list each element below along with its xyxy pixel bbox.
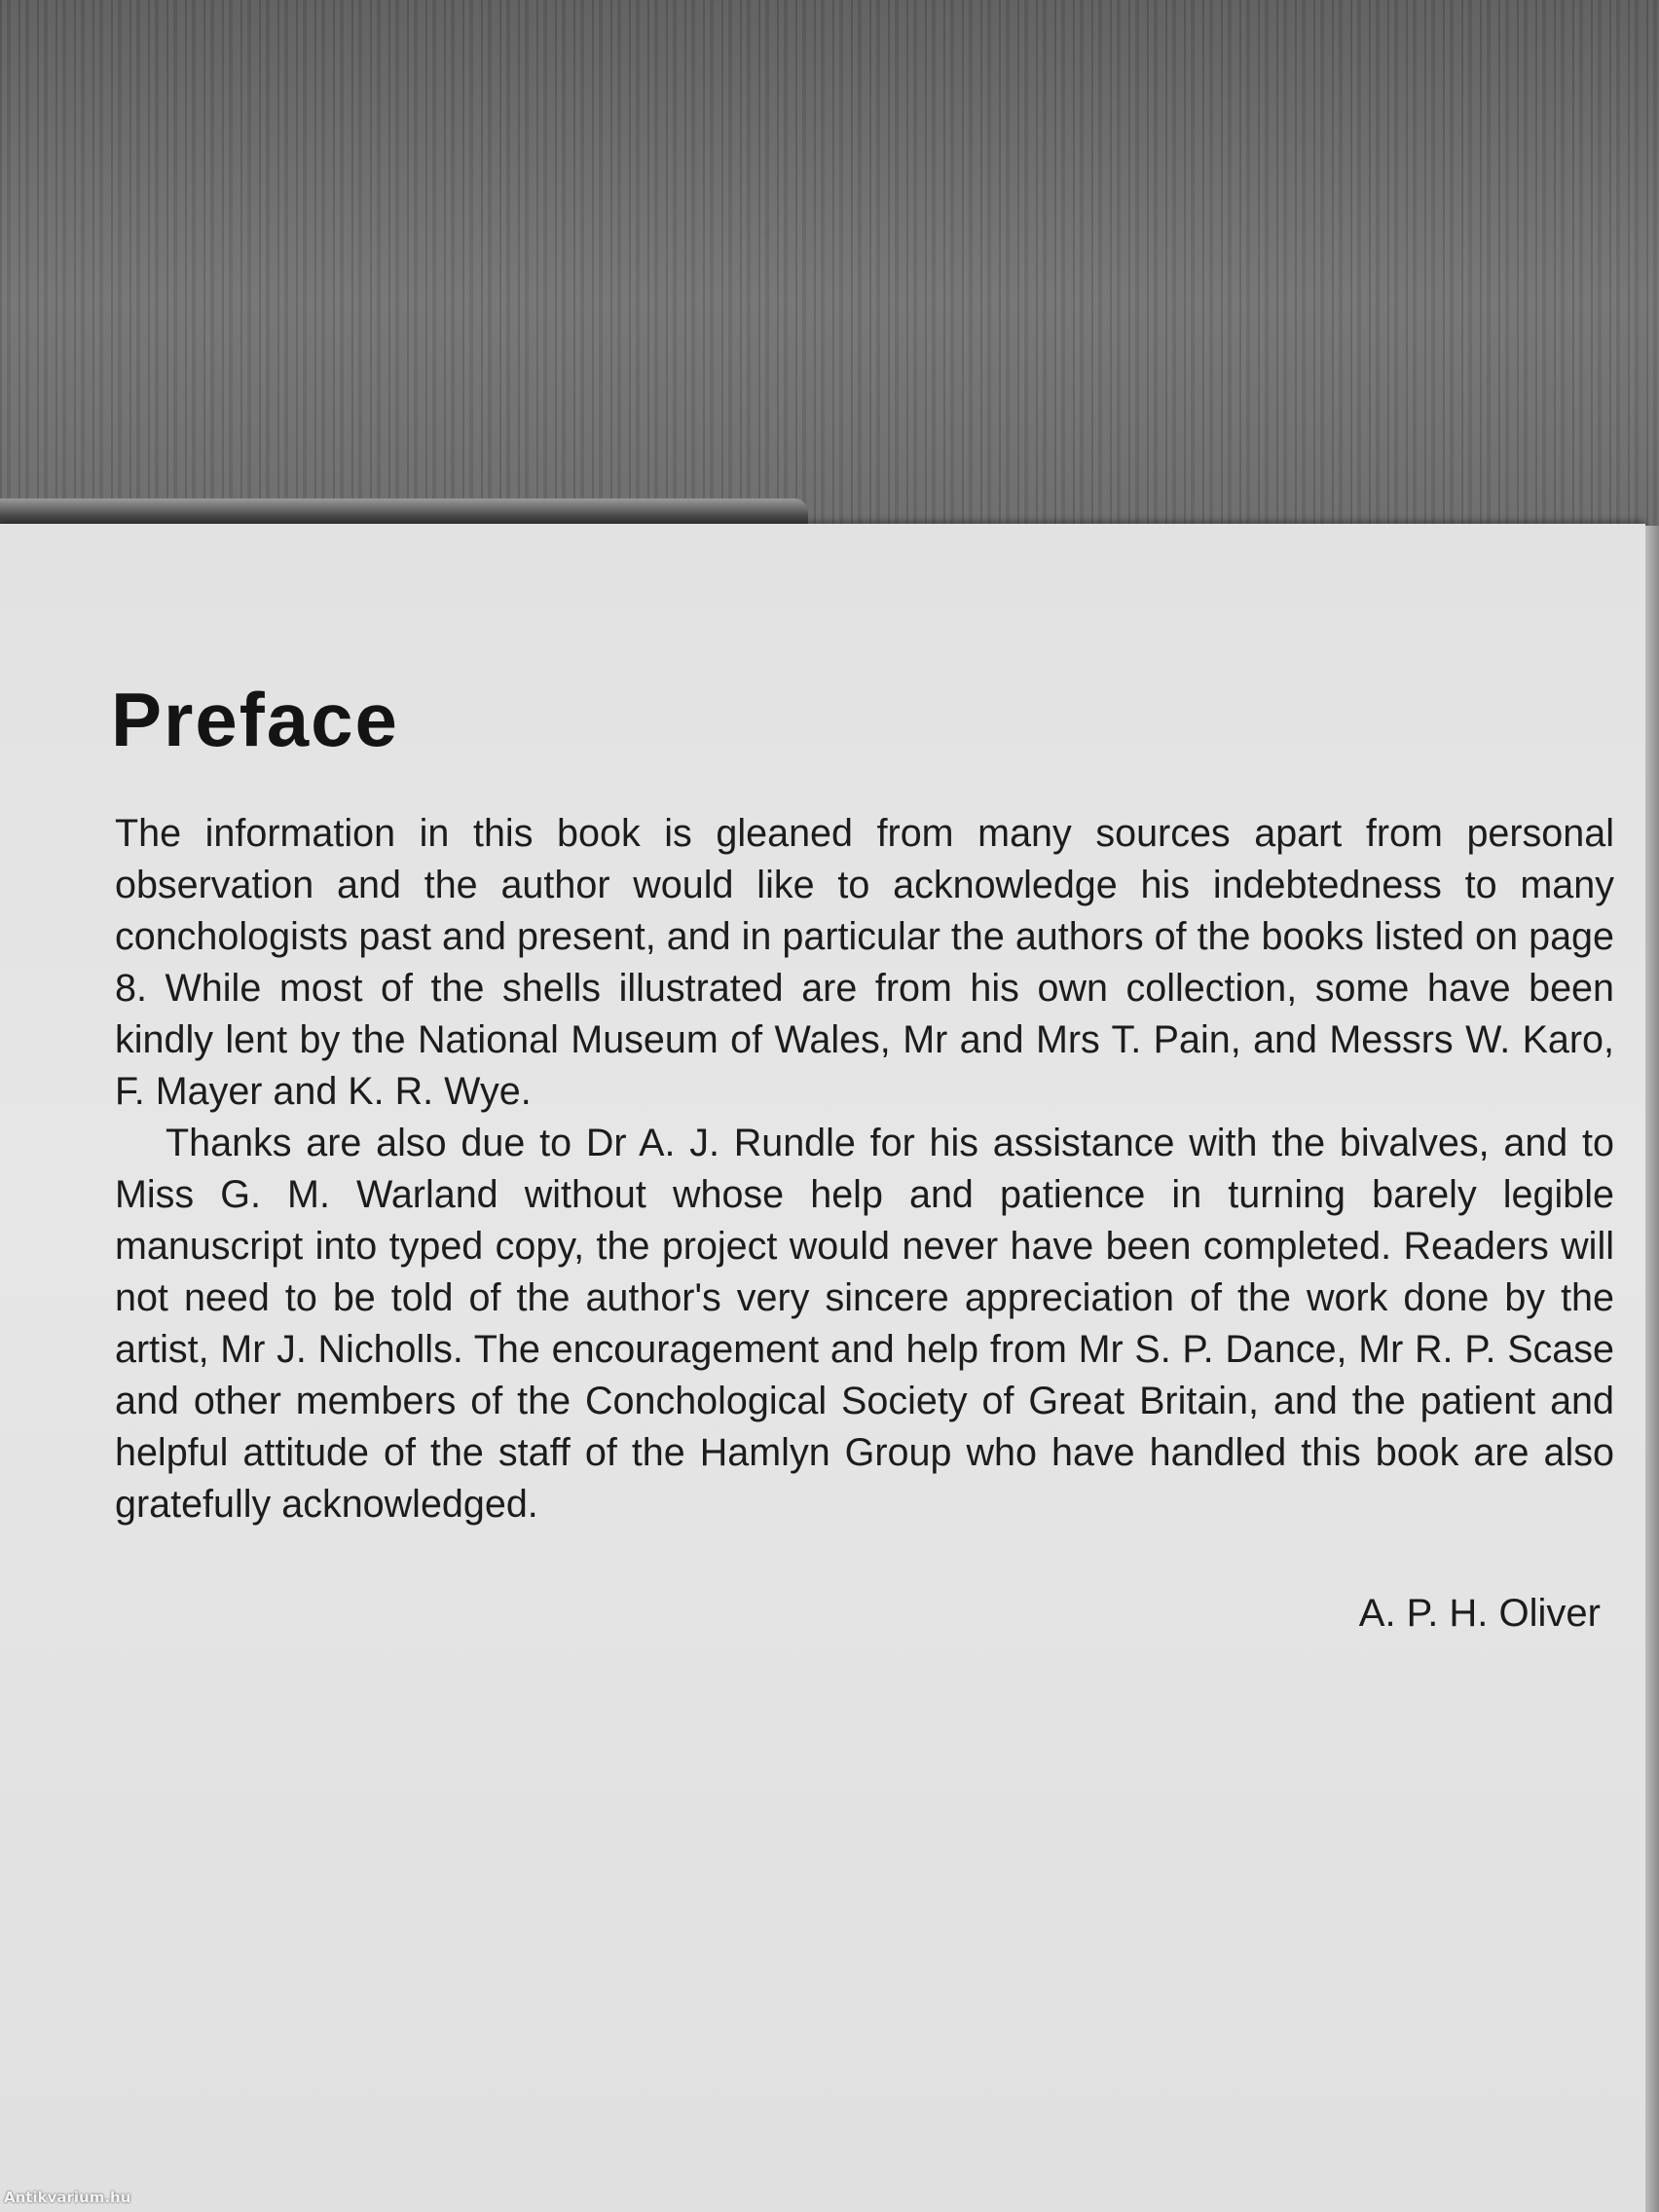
book-page (0, 524, 1645, 2212)
author-signature: A. P. H. Oliver (1358, 1592, 1601, 1635)
page-edge (1645, 526, 1659, 2212)
page-title: Preface (111, 677, 399, 762)
paragraph-thanks: Thanks are also due to Dr A. J. Rundle for his assistance with the bivalves, and to Miss G. M. Warland without whose help and patience in turning barely legible manuscript into typed copy, the project would never have been completed. Readers will not need to be told of the author's very sincere appreciation of the work done by the artist, Mr J. Nicholls. The encouragement and help from Mr S. P. Dance, Mr R. P. Scase and other members of the Conchological Society of Great Britain, and the patient and helpful attitude of the staff of the Hamlyn Group who have handled this book are also gratefully acknowledged. (115, 1122, 1614, 1526)
watermark-logo: Antikvarium.hu (4, 2189, 131, 2206)
preface-body (115, 808, 1614, 1530)
table-surface (0, 0, 1659, 545)
paragraph-acknowledgement: The information in this book is gleaned from many sources apart from personal observation and the author would like to acknowledge his indebtedness to many conchologists past and present, and in particular the authors of the books listed on page 8. While most of the shells illustrated are from his own collection, some have been kindly lent by the National Museum of Wales, Mr and Mrs T. Pain, and Messrs W. Karo, F. Mayer and K. R. Wye. (115, 812, 1614, 1113)
